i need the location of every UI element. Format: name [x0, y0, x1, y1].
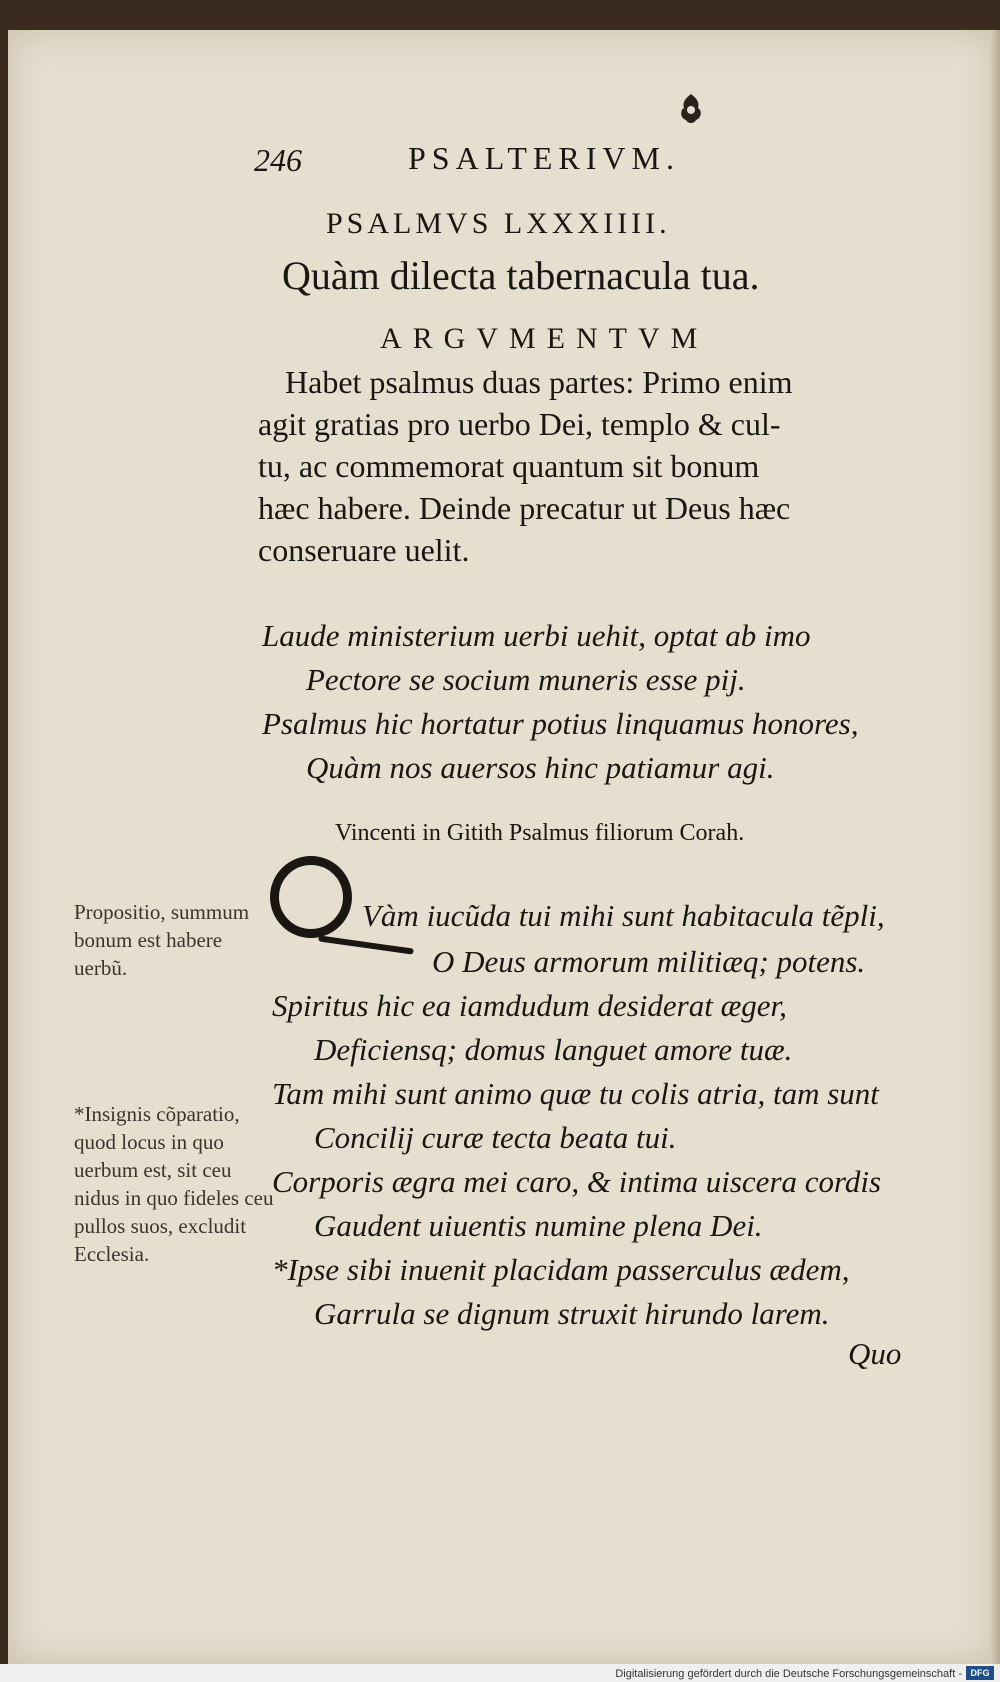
epigram-line: Psalmus hic hortatur potius linquamus honores, [262, 706, 859, 741]
epigram-line: Quàm nos auersos hinc patiamur agi. [306, 750, 775, 785]
dfg-logo: DFG [966, 1666, 994, 1680]
marginal-note: *Insignis cõparatio, quod locus in quo uerbum est, sit ceu nidus in quo fideles ceu pullos suos, excludit Ecclesia. [74, 1102, 274, 1266]
argument-line: conseruare uelit. [258, 532, 470, 568]
footer-credit: Digitalisierung gefördert durch die Deutsche Forschungsgemeinschaft - [615, 1668, 962, 1680]
running-head: PSALTERIVM. [408, 140, 680, 176]
argument-line: Habet psalmus duas partes: Primo enim [285, 364, 793, 400]
argument-line: agit gratias pro uerbo Dei, templo & cul- [258, 406, 781, 442]
verse-line: Garrula se dignum struxit hirundo larem. [314, 1296, 830, 1331]
drop-cap [270, 856, 352, 938]
verse-line: Vàm iucũda tui mihi sunt habitacula tẽpli, [362, 898, 885, 933]
page-number: 246 [254, 142, 302, 178]
argument-line: hæc habere. Deinde precatur ut Deus hæc [258, 490, 791, 526]
verse-line: Corporis ægra mei caro, & intima uiscera cordis [272, 1164, 882, 1199]
epigram-line: Pectore se socium muneris esse pij. [306, 662, 746, 697]
psalm-number: PSALMVS LXXXIIII. [326, 207, 671, 240]
verse-line: *Ipse sibi inuenit placidam passerculus ædem, [272, 1252, 850, 1287]
superscription: Vincenti in Gitith Psalmus filiorum Corah. [335, 820, 745, 846]
catchword: Quo [848, 1336, 902, 1371]
ornament-icon [676, 92, 706, 126]
verse-line: Tam mihi sunt animo quæ tu colis atria, tam sunt [272, 1076, 879, 1111]
epigram-line: Laude ministerium uerbi uehit, optat ab imo [262, 618, 811, 653]
marginal-note: Propositio, summum bonum est habere uerbũ. [74, 900, 250, 980]
page-edge [990, 30, 1000, 1664]
verse-line: Deficiensq; domus languet amore tuæ. [314, 1032, 793, 1067]
argument-heading: ARGVMENTVM [380, 322, 709, 355]
verse-line: O Deus armorum militiæq; potens. [432, 944, 866, 979]
verse-line: Gaudent uiuentis numine plena Dei. [314, 1208, 763, 1243]
verse-line: Spiritus hic ea iamdudum desiderat æger, [272, 988, 787, 1023]
psalm-title: Quàm dilecta tabernacula tua. [282, 253, 760, 298]
argument-line: tu, ac commemorat quantum sit bonum [258, 448, 760, 484]
verse-line: Concilij curæ tecta beata tui. [314, 1120, 677, 1155]
